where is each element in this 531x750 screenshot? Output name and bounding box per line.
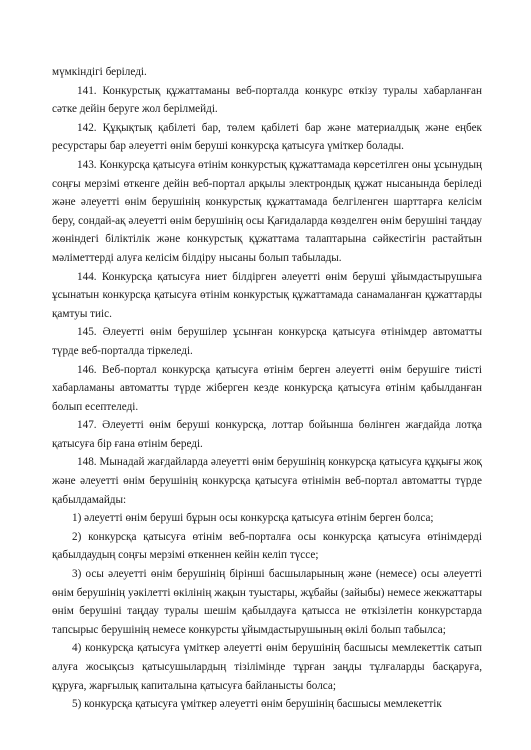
- paragraph-143: 143. Конкурсқа қатысуға өтінім конкурстық құжаттамада көрсетілген оны ұсынудың соңғы мерзімі өткенге дейін веб-портал арқылы электрондық құжат нысанында беріледі және әлеуетті өнім берушінің конкурстық құжаттамада белгіленген шарттарға келісім беру, сондай-ақ әлеуетті өнім берушінің осы Қағидаларда көзделген өнім берушіні таңдау жөніндегі біліктілік және конкурстық құжаттама талаптарына сәйкестігін растайтын мәліметтерді алуға келісім білдіру нысаны болып табылады.: [52, 158, 482, 264]
- paragraph-145: 145. Әлеуетті өнім берушілер ұсынған конкурсқа қатысуға өтінімдер автоматты түрде веб-порталда тіркеледі.: [52, 326, 482, 357]
- paragraph-146: 146. Веб-портал конкурсқа қатысуға өтінім берген әлеуетті өнім берушіге тиісті хабарламаны автоматты түрде жіберген кезде конкурсқа қатысуға өтінім қабылданған болып есептеледі.: [52, 363, 482, 413]
- paragraph-147: 147. Әлеуетті өнім беруші конкурсқа, лоттар бойынша бөлінген жағдайда лотқа қатысуға бір ғана өтінім береді.: [52, 419, 482, 450]
- list-item-1: 1) әлеуетті өнім беруші бұрын осы конкурсқа қатысуға өтінім берген болса;: [72, 512, 434, 525]
- paragraph-148: 148. Мынадай жағдайларда әлеуетті өнім берушінің конкурсқа қатысуға құқығы жоқ және әлеуетті өнім берушінің конкурсқа қатысуға өтінімін веб-портал автоматты түрде қабылдамайды:: [52, 456, 482, 506]
- list-item-4: 4) конкурсқа қатысуға үміткер әлеуетті өнім берушінің басшысы мемлекеттік сатып алуға жосықсыз қатысушылардың тізілімінде тұрған заңды тұлғаларды басқаруға, құруға, жарғылық капиталына қатысуға байланысты болса;: [52, 642, 482, 692]
- list-item-3: 3) осы әлеуетті өнім берушінің бірінші басшыларының және (немесе) осы әлеуетті өнім берушінің уәкілетті өкілінің жақын туыстары, жұбайы (зайыбы) немесе жекжаттары өнім берушіні таңдау туралы шешім қабылдауға қатысса не өткізілетін конкурстарда тапсырыс берушінің немесе конкурсты ұйымдастырушының өкілі болып табылса;: [52, 568, 482, 636]
- list-item-5: 5) конкурсқа қатысуға үміткер әлеуетті өнім берушінің басшысы мемлекеттік: [72, 698, 442, 711]
- document-page: [52, 63, 482, 714]
- paragraph-142: 142. Құқықтық қабілеті бар, төлем қабілеті бар және материалдық және еңбек ресурстары бар әлеуетті өнім беруші конкурсқа қатысуға үміткер болады.: [52, 121, 482, 153]
- paragraph-continuation: мүмкіндігі беріледі.: [52, 66, 147, 78]
- list-item-2: 2) конкурсқа қатысуға өтінім веб-порталға осы конкурсқа қатысуға өтінімдерді қабылдаудың соңғы мерзімі өткеннен кейін келіп түссе;: [52, 530, 482, 562]
- paragraph-141: 141. Конкурстық құжаттаманы веб-порталда конкурс өткізу туралы хабарланған сәтке дейін беруге жол берілмейді.: [52, 84, 482, 116]
- paragraph-144: 144. Конкурсқа қатысуға ниет білдірген әлеуетті өнім беруші ұйымдастырушыға ұсынатын конкурсқа қатысуға өтінім конкурстық құжаттамада санамаланған құжаттарды қамтуы тиіс.: [52, 270, 482, 320]
